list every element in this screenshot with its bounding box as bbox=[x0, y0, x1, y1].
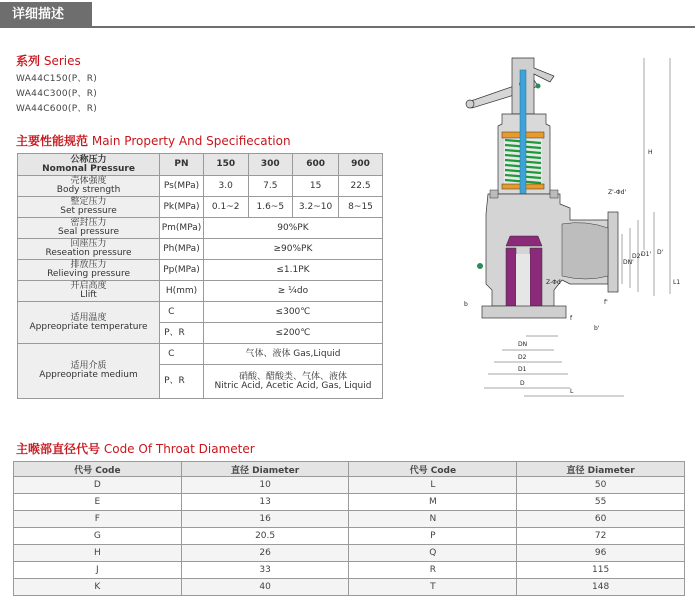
table-row bbox=[14, 545, 685, 562]
code-cell: L bbox=[349, 477, 517, 494]
code-cell: R bbox=[349, 562, 517, 579]
header-cell: 900 bbox=[339, 154, 383, 176]
row-label: 适用介质 Appreopriate medium bbox=[18, 344, 160, 399]
header-cell: 直径 Diameter bbox=[181, 462, 349, 477]
diameter-cell: 40 bbox=[181, 579, 349, 596]
dim-label: D bbox=[520, 380, 525, 387]
dim-label: D2' bbox=[632, 253, 643, 260]
table-row bbox=[18, 260, 383, 281]
diameter-cell: 115 bbox=[517, 562, 685, 579]
throat-title-en: Code Of Throat Diameter bbox=[103, 442, 255, 456]
diameter-cell: 55 bbox=[517, 494, 685, 511]
diameter-cell: 20.5 bbox=[181, 528, 349, 545]
diameter-cell: 13 bbox=[181, 494, 349, 511]
table-row bbox=[18, 344, 383, 365]
value-cell: ≤300℃ bbox=[203, 302, 382, 323]
value-cell: 22.5 bbox=[339, 176, 383, 197]
dim-label: DN bbox=[518, 341, 528, 348]
row-label: 壳体强度 Body strength bbox=[18, 176, 160, 197]
value-cell: ≥ ¹⁄₄do bbox=[203, 281, 382, 302]
value-cell: 8~15 bbox=[339, 197, 383, 218]
property-title-cn: 主要性能规范 bbox=[16, 134, 89, 148]
code-cell: D bbox=[14, 477, 182, 494]
table-row bbox=[18, 302, 383, 323]
property-table bbox=[17, 153, 383, 399]
table-row bbox=[18, 281, 383, 302]
inlet-bore bbox=[516, 254, 530, 306]
value-cell: ≥90%PK bbox=[203, 239, 382, 260]
throat-title bbox=[16, 440, 255, 457]
dim-label: Z'-Φd' bbox=[608, 189, 627, 196]
row-label: 回座压力 Reseation pressure bbox=[18, 239, 160, 260]
dim-label: DN' bbox=[623, 259, 634, 266]
dim-label: D2 bbox=[518, 354, 527, 361]
table-header-row bbox=[14, 462, 685, 477]
table-row bbox=[18, 218, 383, 239]
value-cell: 15 bbox=[293, 176, 339, 197]
value-cell: ≤200℃ bbox=[203, 323, 382, 344]
row-label: 开启高度 Llift bbox=[18, 281, 160, 302]
property-title bbox=[16, 132, 291, 149]
row-label: 排放压力 Relieving pressure bbox=[18, 260, 160, 281]
header-cell: 代号 Code bbox=[349, 462, 517, 477]
unit-cell: Pp(MPa) bbox=[160, 260, 204, 281]
outlet-flange bbox=[608, 212, 618, 292]
dim-label: Z-Φd bbox=[546, 279, 561, 286]
dim-label: L bbox=[570, 388, 574, 395]
code-cell: K bbox=[14, 579, 182, 596]
drain-plug-icon bbox=[477, 263, 483, 269]
value-cell: 7.5 bbox=[248, 176, 293, 197]
unit-cell: Pm(MPa) bbox=[160, 218, 204, 239]
diameter-cell: 148 bbox=[517, 579, 685, 596]
row-label: 密封压力 Seal pressure bbox=[18, 218, 160, 239]
header-cell: 公称压力 Nomonal Pressure bbox=[18, 154, 160, 176]
table-row bbox=[14, 477, 685, 494]
dim-label: b bbox=[464, 301, 468, 308]
table-row bbox=[18, 176, 383, 197]
table-row bbox=[14, 579, 685, 596]
throat-table bbox=[13, 461, 685, 596]
row-label: 整定压力 Set pressure bbox=[18, 197, 160, 218]
table-row bbox=[14, 511, 685, 528]
table-row bbox=[18, 197, 383, 218]
tab-details[interactable]: 详细描述 bbox=[0, 2, 92, 28]
code-cell: M bbox=[349, 494, 517, 511]
diameter-cell: 60 bbox=[517, 511, 685, 528]
inlet-flange bbox=[482, 306, 566, 318]
table-row bbox=[18, 239, 383, 260]
bolt-icon bbox=[490, 190, 498, 198]
diameter-cell: 50 bbox=[517, 477, 685, 494]
diameter-cell: 16 bbox=[181, 511, 349, 528]
material-cell: C bbox=[160, 344, 204, 365]
unit-cell: Pk(MPa) bbox=[160, 197, 204, 218]
value-cell: 3.2~10 bbox=[293, 197, 339, 218]
diameter-cell: 72 bbox=[517, 528, 685, 545]
diameter-cell: 96 bbox=[517, 545, 685, 562]
diameter-cell: 33 bbox=[181, 562, 349, 579]
header-cell: PN bbox=[160, 154, 204, 176]
header-divider bbox=[92, 26, 695, 28]
header-cell: 直径 Diameter bbox=[517, 462, 685, 477]
value-cell: ≤1.1PK bbox=[203, 260, 382, 281]
dim-label: b' bbox=[594, 325, 600, 332]
value-cell: 气体、液体 Gas,Liquid bbox=[203, 344, 382, 365]
throat-title-cn: 主喉部直径代号 bbox=[16, 442, 101, 456]
series-model: WA44C150(P、R) bbox=[16, 74, 98, 84]
unit-cell: Ps(MPa) bbox=[160, 176, 204, 197]
lever-knob bbox=[466, 100, 474, 108]
pin-icon bbox=[536, 84, 541, 89]
diameter-cell: 10 bbox=[181, 477, 349, 494]
code-cell: F bbox=[14, 511, 182, 528]
series-model: WA44C600(P、R) bbox=[16, 104, 98, 114]
code-cell: H bbox=[14, 545, 182, 562]
table-row bbox=[14, 528, 685, 545]
code-cell: J bbox=[14, 562, 182, 579]
material-cell: P、R bbox=[160, 323, 204, 344]
dim-label: f bbox=[570, 315, 573, 322]
series-title bbox=[16, 52, 81, 69]
code-cell: N bbox=[349, 511, 517, 528]
table-row bbox=[18, 154, 383, 176]
code-cell: Q bbox=[349, 545, 517, 562]
row-label: 适用温度 Appreopriate temperature bbox=[18, 302, 160, 344]
value-cell: 0.1~2 bbox=[203, 197, 248, 218]
value-cell: 90%PK bbox=[203, 218, 382, 239]
diameter-cell: 26 bbox=[181, 545, 349, 562]
value-cell: 硝酸、醋酸类、气体、液体 Nitric Acid, Acetic Acid, Gas, Liquid bbox=[203, 365, 382, 399]
dim-label: H bbox=[648, 149, 653, 156]
code-cell: G bbox=[14, 528, 182, 545]
dim-label: f' bbox=[604, 299, 608, 306]
dim-label: D1 bbox=[518, 366, 527, 373]
safety-valve-diagram bbox=[458, 44, 690, 404]
code-cell: P bbox=[349, 528, 517, 545]
bolt-icon bbox=[550, 190, 558, 198]
value-cell: 3.0 bbox=[203, 176, 248, 197]
valve-disc bbox=[506, 236, 542, 246]
code-cell: T bbox=[349, 579, 517, 596]
value-cell: 1.6~5 bbox=[248, 197, 293, 218]
dim-label: D' bbox=[657, 249, 664, 256]
material-cell: C bbox=[160, 302, 204, 323]
header-cell: 代号 Code bbox=[14, 462, 182, 477]
table-row bbox=[14, 494, 685, 511]
property-title-en: Main Property And Specifiecation bbox=[91, 134, 291, 148]
valve-cap bbox=[512, 58, 554, 114]
header-cell: 300 bbox=[248, 154, 293, 176]
series-model: WA44C300(P、R) bbox=[16, 89, 98, 99]
dim-label: L1 bbox=[673, 279, 681, 286]
series-title-en: Series bbox=[43, 54, 81, 68]
page-header bbox=[0, 0, 695, 30]
header-cell: 600 bbox=[293, 154, 339, 176]
unit-cell: Ph(MPa) bbox=[160, 239, 204, 260]
material-cell: P、R bbox=[160, 365, 204, 399]
unit-cell: H(mm) bbox=[160, 281, 204, 302]
code-cell: E bbox=[14, 494, 182, 511]
header-cell: 150 bbox=[203, 154, 248, 176]
dim-label: D1' bbox=[641, 251, 652, 258]
outlet-passage bbox=[562, 223, 608, 279]
series-title-cn: 系列 bbox=[16, 54, 41, 68]
table-row bbox=[14, 562, 685, 579]
